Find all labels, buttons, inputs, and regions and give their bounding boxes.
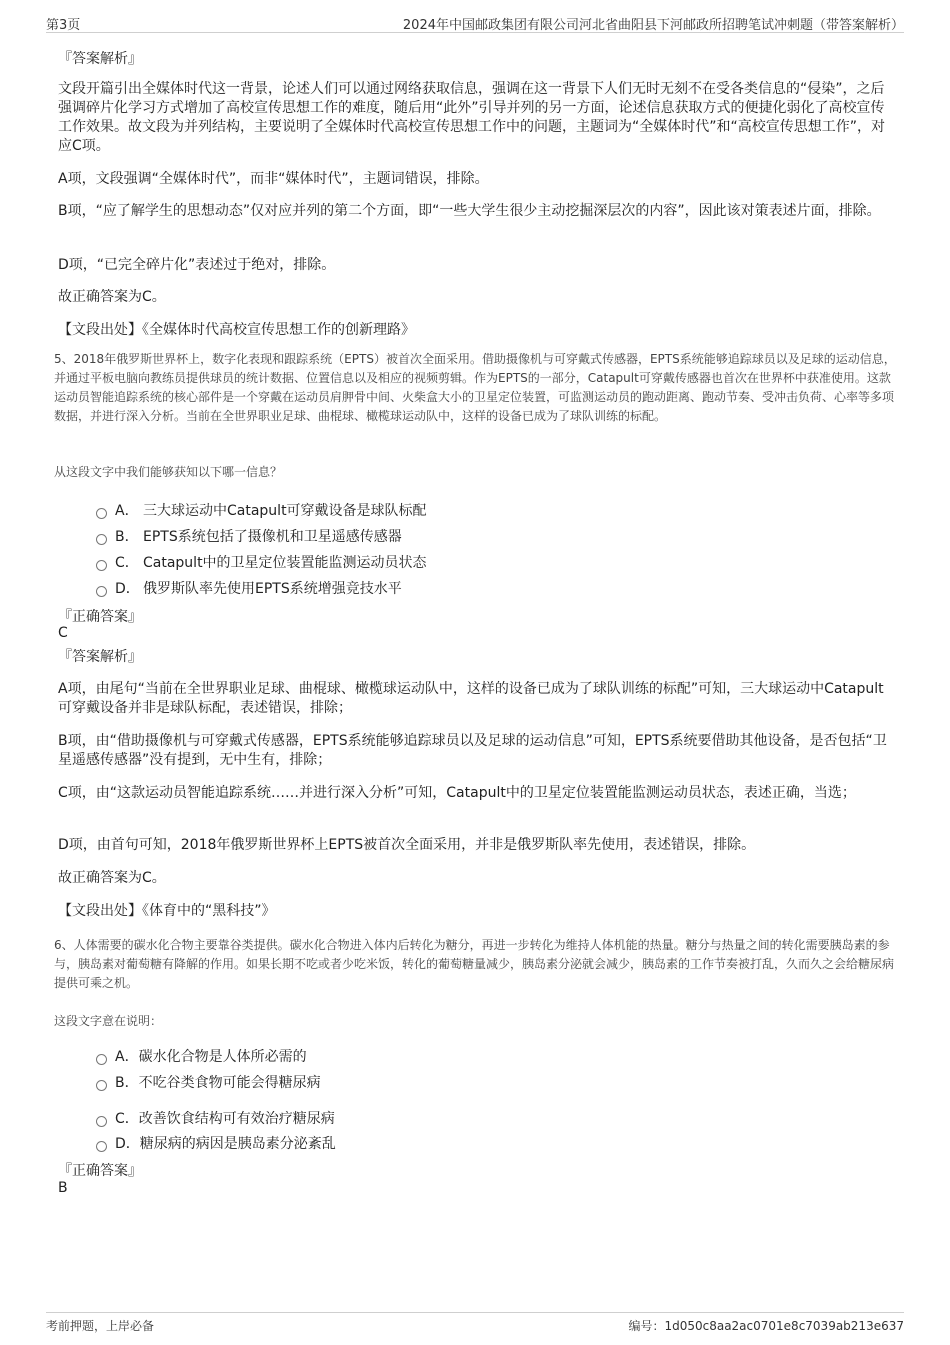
q5-correct-answer: C (58, 625, 68, 641)
q4-source: 【文段出处】《全媒体时代高校宣传思想工作的创新理路》 (58, 322, 415, 338)
q5-stem: 5、2018年俄罗斯世界杯上，数字化表现和跟踪系统（EPTS）被首次全面采用。借助摄像机与可穿戴式传感器，EPTS系统能够追踪球员以及足球的运动信息，并通过平板电脑向教练员提供球员的统计数据、位置信息以及相应的视频剪辑。作为EPTS的一部分，Catapult可穿戴传感器也首次在世界杯中获准使用。这款运动员智能追踪系统的核心部件是一个穿戴在运动员肩胛骨中间、火柴盒大小的卫星定位装置，可监测运动员的跑动距离、跑动节奏、受冲击负荷、心率等多项数据，并进行深入分析。当前在全世界职业足球、曲棍球、橄榄球运动队中，这样的设备已成为了球队训练的标配。 (54, 352, 896, 423)
q4-analysis-paragraph-4: D项，“已完全碎片化”表述过于绝对，排除。 (58, 257, 336, 273)
document-title: 2024年中国邮政集团有限公司河北省曲阳县下河邮政所招聘笔试冲刺题（带答案解析） (402, 18, 904, 33)
q4-analysis-paragraph-2: A项，文段强调“全媒体时代”，而非“媒体时代”，主题词错误，排除。 (58, 171, 489, 187)
q4-analysis-paragraph-3: B项，“应了解学生的思想动态”仅对应并列的第二个方面，即“一些大学生很少主动挖掘深层次的内容”，因此该对策表述片面，排除。 (58, 203, 881, 219)
radio-icon[interactable] (96, 1116, 107, 1127)
q5-conclusion: 故正确答案为C。 (58, 870, 166, 886)
page-header (46, 12, 904, 33)
q6-correct-answer: B (58, 1180, 68, 1196)
q6-option-a[interactable]: A．碳水化合物是人体所必需的 (96, 1046, 307, 1066)
q5-option-c[interactable]: C． Catapult中的卫星定位装置能监测运动员状态 (96, 552, 427, 572)
q4-conclusion: 故正确答案为C。 (58, 289, 166, 305)
q5-analysis-label: 『答案解析』 (58, 649, 142, 665)
q6-stem: 6、人体需要的碳水化合物主要靠谷类提供。碳水化合物进入体内后转化为糖分，再进一步转化为维持人体机能的热量。糖分与热量之间的转化需要胰岛素的参与，胰岛素对葡萄糖有降解的作用。如果长期不吃或者少吃米饭，转化的葡萄糖量减少，胰岛素分泌就会减少，胰岛素的工作节奏被打乱，久而久之会给糖尿病提供可乘之机。 (54, 938, 895, 990)
footer-motto: 考前押题，上岸必备 (46, 1319, 155, 1333)
q5-option-a[interactable]: A． 三大球运动中Catapult可穿戴设备是球队标配 (96, 500, 427, 520)
q5-option-b[interactable]: B． EPTS系统包括了摄像机和卫星遥感传感器 (96, 526, 402, 546)
q6-correct-label: 『正确答案』 (58, 1163, 142, 1179)
q5-analysis-c: C项，由“这款运动员智能追踪系统……并进行深入分析”可知，Catapult中的卫星定位装置能监测运动员状态，表述正确，当选； (58, 785, 856, 801)
page-number: 第3页 (46, 18, 81, 33)
q5-analysis-b: B项，由“借助摄像机与可穿戴式传感器，EPTS系统能够追踪球员以及足球的运动信息”可知，EPTS系统要借助其他设备，是否包括“卫星遥感传感器”没有提到，无中生有，排除； (58, 733, 887, 768)
q5-question: 从这段文字中我们能够获知以下哪一信息？ (54, 465, 283, 479)
q6-option-d[interactable]: D．糖尿病的病因是胰岛素分泌紊乱 (96, 1133, 336, 1153)
radio-icon[interactable] (96, 586, 107, 597)
radio-icon[interactable] (96, 534, 107, 545)
footer-code: 编号：1d050c8aa2ac0701e8c7039ab213e637 (628, 1319, 904, 1333)
q5-analysis-a: A项，由尾句“当前在全世界职业足球、曲棍球、橄榄球运动队中，这样的设备已成为了球队训练的标配”可知，三大球运动中Catapult可穿戴设备并非是球队标配，表述错误，排除； (58, 681, 884, 716)
q4-analysis-paragraph-1: 文段开篇引出全媒体时代这一背景，论述人们可以通过网络获取信息，强调在这一背景下人们无时无刻不在受各类信息的“侵染”，之后强调碎片化学习方式增加了高校宣传思想工作的难度，随后用“此外”引导并列的另一方面，论述信息获取方式的便捷化弱化了高校宣传工作效果。故文段为并列结构，主要说明了全媒体时代高校宣传思想工作中的问题，主题词为“全媒体时代”和“高校宣传思想工作”，对应C项。 (58, 81, 886, 154)
q6-option-c[interactable]: C．改善饮食结构可有效治疗糖尿病 (96, 1108, 335, 1128)
q6-question: 这段文字意在说明： (54, 1014, 163, 1028)
page-footer (46, 1312, 904, 1335)
radio-icon[interactable] (96, 1141, 107, 1152)
q6-option-b[interactable]: B．不吃谷类食物可能会得糖尿病 (96, 1072, 321, 1092)
q5-correct-label: 『正确答案』 (58, 609, 142, 625)
radio-icon[interactable] (96, 1080, 107, 1091)
q5-source: 【文段出处】《体育中的“黑科技”》 (58, 903, 276, 919)
q5-option-d[interactable]: D． 俄罗斯队率先使用EPTS系统增强竞技水平 (96, 578, 402, 598)
q5-analysis-d: D项，由首句可知，2018年俄罗斯世界杯上EPTS被首次全面采用，并非是俄罗斯队率先使用，表述错误，排除。 (58, 837, 756, 853)
q4-analysis-label: 『答案解析』 (58, 51, 142, 67)
radio-icon[interactable] (96, 560, 107, 571)
radio-icon[interactable] (96, 508, 107, 519)
radio-icon[interactable] (96, 1054, 107, 1065)
